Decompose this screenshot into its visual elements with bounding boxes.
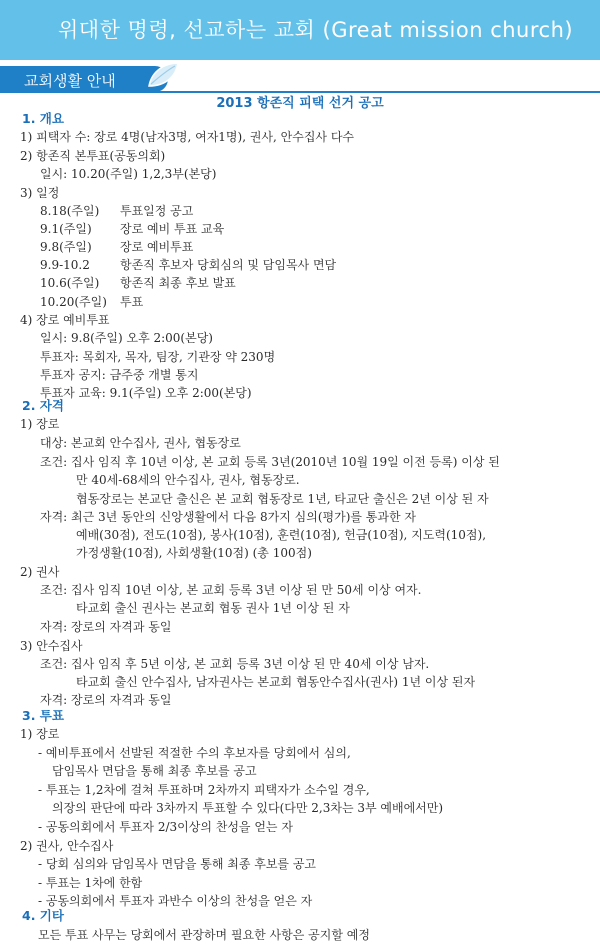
section-heading: 1. 개요 — [22, 111, 64, 126]
text-line: 가정생활(10점), 사회생활(10점) (총 100점) — [76, 546, 312, 560]
schedule-event: 장로 예비투표 — [120, 240, 194, 254]
text-line: 자격: 장로의 자격과 동일 — [40, 693, 172, 707]
text-line: 자격: 최근 3년 동안의 신앙생활에서 다음 8가지 심의(평가)를 통과한 자 — [40, 510, 416, 524]
text-line: 일시: 10.20(주일) 1,2,3부(본당) — [40, 167, 217, 181]
text-line: 일시: 9.8(주일) 오후 2:00(본당) — [40, 331, 213, 345]
text-line: 조건: 집사 임직 후 10년 이상, 본 교회 등록 3년(2010년 10월 19일 이전 등록) 이상 된 — [40, 455, 500, 469]
text-line: 1) 피택자 수: 장로 4명(남자3명, 여자1명), 권사, 안수집사 다수 — [20, 130, 355, 144]
schedule-date: 9.1(주일) — [40, 222, 92, 236]
text-line: 1) 장로 — [20, 727, 60, 741]
text-line: - 예비투표에서 선발된 적절한 수의 후보자를 당회에서 심의, — [38, 746, 351, 760]
schedule-event: 투표 — [120, 295, 144, 309]
text-line: 1) 장로 — [20, 417, 60, 431]
schedule-date: 9.9-10.2 — [40, 258, 90, 272]
text-line: - 투표는 1,2차에 걸쳐 투표하며 2차까지 피택자가 소수일 경우, — [38, 783, 370, 797]
text-line: 의장의 판단에 따라 3차까지 투표할 수 있다(다만 2,3차는 3부 예배에서만) — [52, 801, 444, 815]
text-line: 협동장로는 본교단 출신은 본 교회 협동장로 1년, 타교단 출신은 2년 이상 된 자 — [76, 492, 489, 506]
text-line: 2) 권사, 안수집사 — [20, 839, 114, 853]
schedule-event: 항존직 후보자 당회심의 및 담임목사 면담 — [120, 258, 337, 272]
text-line: 조건: 집사 임직 후 5년 이상, 본 교회 등록 3년 이상 된 만 40세 이상 남자. — [40, 657, 430, 671]
text-line: - 공동의회에서 투표자 2/3이상의 찬성을 얻는 자 — [38, 820, 293, 834]
header-banner — [0, 0, 600, 60]
text-line: 3) 안수집사 — [20, 639, 83, 653]
text-line: 2) 항존직 본투표(공동의회) — [20, 149, 166, 163]
text-line: 투표자 교육: 9.1(주일) 오후 2:00(본당) — [40, 386, 252, 400]
text-line: 타교회 출신 권사는 본교회 협동 권사 1년 이상 된 자 — [76, 601, 350, 615]
section-heading: 4. 기타 — [22, 908, 64, 923]
schedule-date: 9.8(주일) — [40, 240, 92, 254]
text-line: 타교회 출신 안수집사, 남자권사는 본교회 협동안수집사(권사) 1년 이상 된자 — [76, 675, 476, 689]
section-tab-label: 교회생활 안내 — [24, 72, 116, 90]
text-line: 만 40세-68세의 안수집사, 권사, 협동장로. — [76, 473, 300, 487]
schedule-date: 10.20(주일) — [40, 295, 107, 309]
schedule-date: 10.6(주일) — [40, 276, 100, 290]
text-line: - 당회 심의와 담임목사 면담을 통해 최종 후보를 공고 — [38, 857, 317, 871]
schedule-event: 장로 예비 투표 교육 — [120, 222, 225, 236]
section-heading: 2. 자격 — [22, 398, 64, 413]
section-heading: 3. 투표 — [22, 708, 64, 723]
leaf-icon — [146, 60, 180, 90]
text-line: 4) 장로 예비투표 — [20, 313, 110, 327]
text-line: - 투표는 1차에 한함 — [38, 876, 143, 890]
text-line: 담임목사 면담을 통해 최종 후보를 공고 — [52, 764, 257, 778]
text-line: 대상: 본교회 안수집사, 권사, 협동장로 — [40, 436, 241, 450]
text-line: 2) 권사 — [20, 565, 60, 579]
text-line: 모든 투표 사무는 당회에서 관장하며 필요한 사항은 공지할 예정 — [38, 928, 370, 942]
text-line: 자격: 장로의 자격과 동일 — [40, 620, 172, 634]
text-line: 투표자 공지: 금주중 개별 통지 — [40, 368, 199, 382]
section-tab — [0, 66, 168, 92]
schedule-event: 투표일정 공고 — [120, 204, 194, 218]
text-line: 조건: 집사 임직 10년 이상, 본 교회 등록 3년 이상 된 만 50세 이상 여자. — [40, 583, 422, 597]
page-title: 2013 항존직 피택 선거 공고 — [216, 96, 384, 111]
schedule-date: 8.18(주일) — [40, 204, 100, 218]
text-line: - 공동의회에서 투표자 과반수 이상의 찬성을 얻은 자 — [38, 894, 313, 908]
text-line: 예배(30점), 전도(10점), 봉사(10점), 훈련(10점), 헌금(10점), 지도력(10점), — [76, 528, 487, 542]
banner-title: 위대한 명령, 선교하는 교회 (Great mission church) — [58, 18, 574, 42]
text-line: 투표자: 목회자, 목자, 팀장, 기관장 약 230명 — [40, 350, 276, 364]
schedule-event: 항존직 최종 후보 발표 — [120, 276, 236, 290]
text-line: 3) 일정 — [20, 186, 60, 200]
